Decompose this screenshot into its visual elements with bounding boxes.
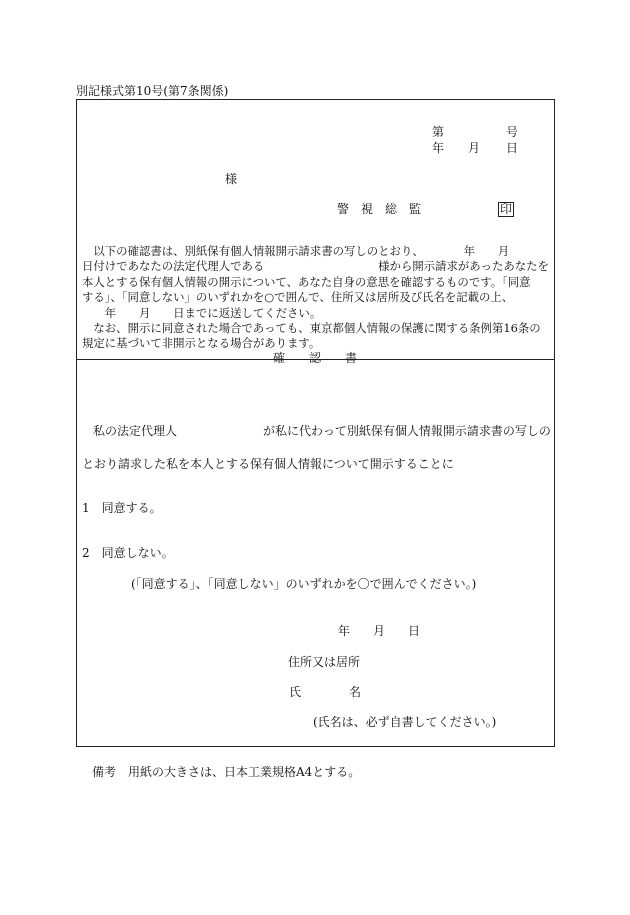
name-handwrite-note: (氏名は、必ず自書してください。) — [313, 715, 497, 729]
seal-mark — [498, 202, 514, 217]
address-label: 住所又は居所 — [288, 655, 361, 669]
confirmation-title: 確 認 書 — [273, 351, 358, 365]
number-label: 第 — [432, 125, 445, 139]
header-date-month: 月 — [468, 141, 481, 155]
notice-line: する」、「同意しない」のいずれかを○で囲んで、住所又は居所及び氏名を記載の上、 — [82, 290, 514, 305]
notice-line: 以下の確認書は、別紙保有個人情報開示請求書の写しのとおり、 年 月 — [82, 244, 510, 258]
circle-instruction: (「同意する」、「同意しない」のいずれかを〇で囲んでください。) — [131, 577, 477, 591]
sender-title: 警 視 総 監 — [337, 202, 422, 216]
name-label-surname: 氏 — [289, 685, 302, 699]
option-no-consent: 2 同意しない。 — [82, 546, 174, 560]
form-title: 別記様式第10号(第7条関係) — [76, 84, 229, 98]
name-label-given: 名 — [349, 685, 362, 699]
signature-date-day: 日 — [408, 624, 421, 638]
notice-paragraph — [82, 244, 552, 352]
number-suffix: 号 — [506, 125, 519, 139]
header-date-day: 日 — [506, 141, 519, 155]
notice-line: 日付けであなたの法定代理人である 様から開示請求があったあなたを — [82, 259, 549, 274]
notice-line: なお、開示に同意された場合であっても、東京都個人情報の保護に関する条例第16条の — [82, 321, 541, 336]
notice-line: 本人とする保有個人情報の開示について、あなた自身の意思を確認するものです。「同意 — [82, 274, 531, 289]
header-date-year: 年 — [432, 141, 445, 155]
statement-line1-b: が私に代わって別紙保有個人情報開示請求書の写しの — [263, 424, 551, 438]
signature-date-year: 年 — [338, 624, 351, 638]
notice-line: 年 月 日までに返送してください。 — [82, 305, 322, 320]
statement-line1-a: 私の法定代理人 — [93, 424, 178, 438]
form-frame — [76, 99, 555, 747]
statement-line2: とおり請求した私を本人とする保有個人情報について開示することに — [82, 457, 454, 471]
notice-line: 規定に基づいて非開示となる場合があります。 — [82, 336, 321, 351]
seal-box: 印 — [500, 202, 513, 216]
recipient-suffix: 様 — [225, 172, 238, 186]
footnote: 備考 用紙の大きさは、日本工業規格A4とする。 — [92, 765, 361, 779]
signature-date-month: 月 — [373, 624, 386, 638]
option-consent: 1 同意する。 — [82, 501, 162, 515]
